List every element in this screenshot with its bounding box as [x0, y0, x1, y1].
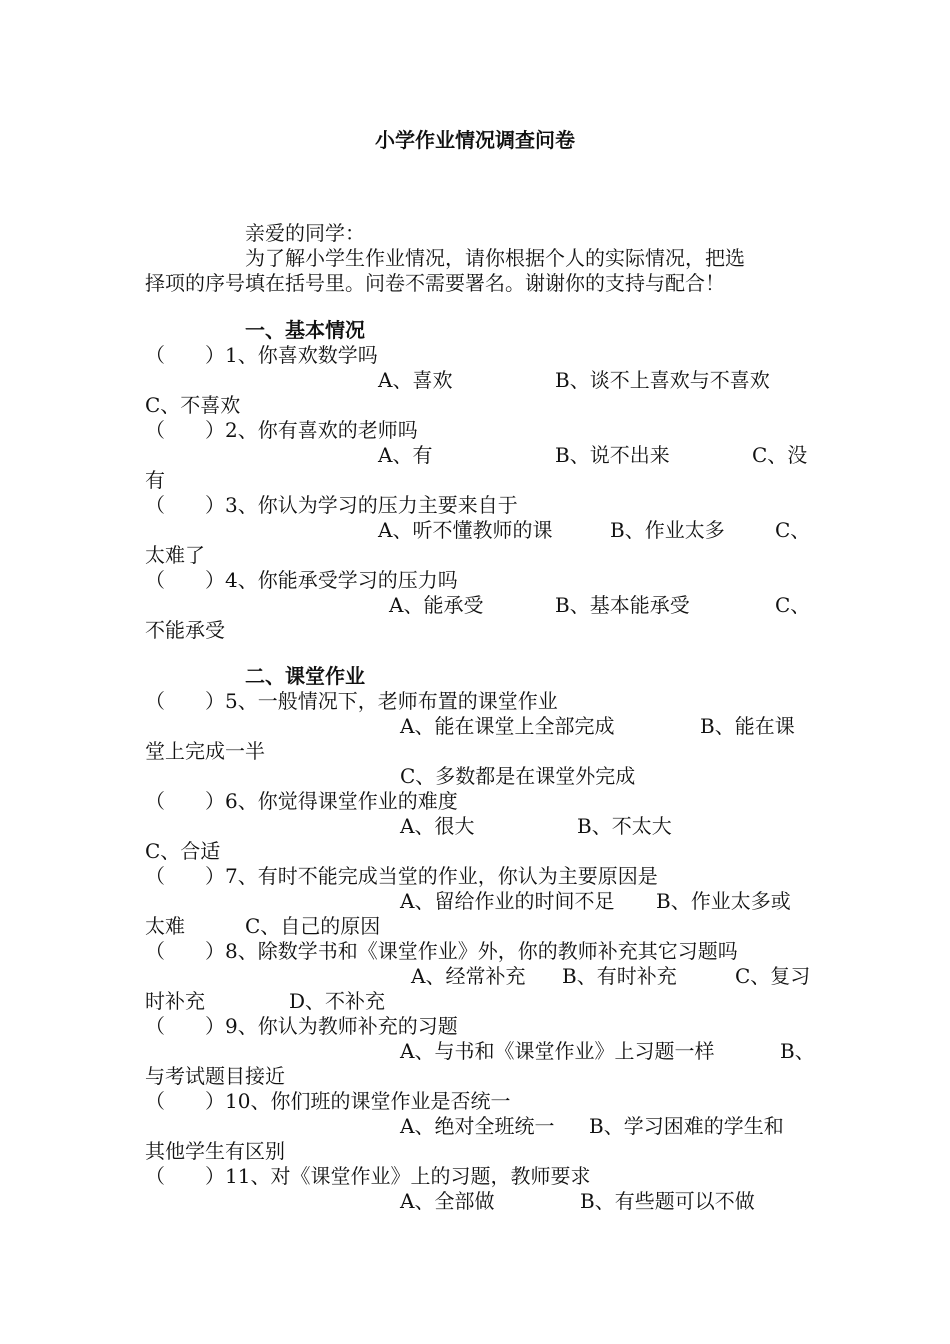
- option: C、多数都是在课堂外完成: [400, 764, 636, 788]
- option: A、绝对全班统一: [400, 1114, 555, 1138]
- option: A、全部做: [400, 1189, 495, 1213]
- greeting: 亲爱的同学：: [245, 221, 365, 245]
- option: A、经常补充: [411, 964, 526, 988]
- intro-line-1: 为了解小学生作业情况，请你根据个人的实际情况，把选: [245, 246, 745, 270]
- section-heading-basic: 一、基本情况: [245, 318, 365, 342]
- intro-line-2: 择项的序号填在括号里。问卷不需要署名。谢谢你的支持与配合！: [145, 271, 725, 295]
- option: C、自己的原因: [245, 914, 381, 938]
- option-wrap: C、合适: [145, 839, 221, 863]
- option-wrap: C、不喜欢: [145, 393, 241, 417]
- option-wrap: 其他学生有区别: [145, 1139, 285, 1163]
- option: A、喜欢: [378, 368, 453, 392]
- question-stem: （ ）11、对《课堂作业》上的习题，教师要求: [145, 1164, 591, 1188]
- option-wrap: 时补充: [145, 989, 205, 1013]
- option: A、听不懂教师的课: [378, 518, 553, 542]
- option: B、说不出来: [555, 443, 670, 467]
- option-wrap: 有: [145, 468, 165, 492]
- question-stem: （ ）8、除数学书和《课堂作业》外，你的教师补充其它习题吗: [145, 939, 738, 963]
- option: B、能在课: [700, 714, 795, 738]
- question-stem: （ ）7、有时不能完成当堂的作业，你认为主要原因是: [145, 864, 658, 888]
- option: A、与书和《课堂作业》上习题一样: [400, 1039, 715, 1063]
- option-wrap: 不能承受: [145, 618, 225, 642]
- option-wrap: 与考试题目接近: [145, 1064, 285, 1088]
- option: B、谈不上喜欢与不喜欢: [555, 368, 770, 392]
- option: D、不补充: [289, 989, 386, 1013]
- option: C、: [775, 518, 811, 542]
- option: A、很大: [400, 814, 475, 838]
- document-title: 小学作业情况调查问卷: [375, 128, 575, 152]
- option: B、学习困难的学生和: [589, 1114, 784, 1138]
- option-wrap: 太难了: [145, 543, 205, 567]
- option-wrap: 堂上完成一半: [145, 739, 265, 763]
- option: B、不太大: [577, 814, 672, 838]
- question-stem: （ ）5、一般情况下，老师布置的课堂作业: [145, 689, 558, 713]
- question-stem: （ ）3、你认为学习的压力主要来自于: [145, 493, 518, 517]
- option: A、有: [378, 443, 433, 467]
- option: B、: [780, 1039, 815, 1063]
- question-stem: （ ）2、你有喜欢的老师吗: [145, 418, 418, 442]
- question-stem: （ ）4、你能承受学习的压力吗: [145, 568, 458, 592]
- option: B、有时补充: [562, 964, 677, 988]
- option: B、有些题可以不做: [580, 1189, 755, 1213]
- section-heading-classwork: 二、课堂作业: [245, 664, 365, 688]
- option-wrap: 太难: [145, 914, 185, 938]
- option: C、复习: [735, 964, 811, 988]
- question-stem: （ ）6、你觉得课堂作业的难度: [145, 789, 458, 813]
- question-stem: （ ）9、你认为教师补充的习题: [145, 1014, 458, 1038]
- question-stem: （ ）10、你们班的课堂作业是否统一: [145, 1089, 511, 1113]
- option: A、能承受: [389, 593, 484, 617]
- option: B、作业太多: [610, 518, 725, 542]
- option: A、能在课堂上全部完成: [400, 714, 615, 738]
- option: A、留给作业的时间不足: [400, 889, 615, 913]
- option: B、基本能承受: [555, 593, 690, 617]
- option: C、没: [752, 443, 808, 467]
- option: C、: [775, 593, 811, 617]
- question-stem: （ ）1、你喜欢数学吗: [145, 343, 378, 367]
- option: B、作业太多或: [656, 889, 791, 913]
